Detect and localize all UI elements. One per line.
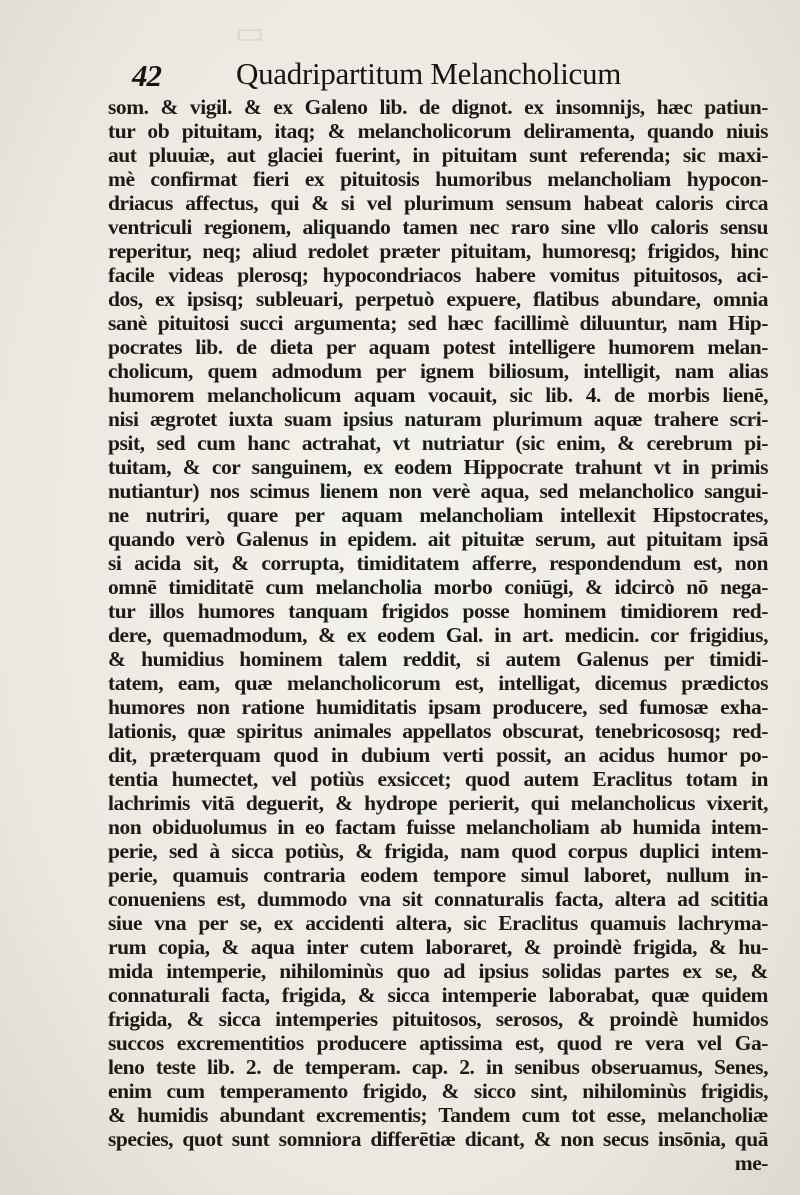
text-line: tentia humectet, vel potiùs exsiccet; quod autem Eraclitus totam in — [108, 767, 768, 791]
text-line: ne nutriri, quare per aquam melancholiam intellexit Hipstocrates, — [108, 503, 768, 527]
text-line: humorem melancholicum aquam vocauit, sic lib. 4. de morbis lienē, — [108, 383, 768, 407]
text-line: omnē timiditatē cum melancholia morbo coniūgi, & idcircò nō nega- — [108, 575, 768, 599]
text-line: facile videas plerosq; hypocondriacos habere vomitus pituitosos, aci- — [108, 263, 768, 287]
page-number: 42 — [132, 58, 161, 93]
text-line: perie, sed à sicca potiùs, & frigida, nam quod corpus duplici intem- — [108, 839, 768, 863]
text-line: tur ob pituitam, itaq; & melancholicorum deliramenta, quando niuis — [108, 119, 768, 143]
text-line: tuitam, & cor sanguinem, ex eodem Hippocrate trahunt vt in primis — [108, 455, 768, 479]
text-line: psit, sed cum hanc actrahat, vt nutriatur (sic enim, & cerebrum pi- — [108, 431, 768, 455]
text-line: succos excrementitios producere aptissima est, quod re vera vel Ga- — [108, 1031, 768, 1055]
text-line: dos, ex ipsisq; subleuari, perpetuò expuere, flatibus abundare, omnia — [108, 287, 768, 311]
page-header — [128, 56, 648, 96]
text-line: lachrimis vitā deguerit, & hydrope perierit, qui melancholicus vixerit, — [108, 791, 768, 815]
text-line: si acida sit, & corrupta, timiditatem afferre, respondendum est, non — [108, 551, 768, 575]
text-line: leno teste lib. 2. de temperam. cap. 2. in senibus obseruamus, Senes, — [108, 1055, 768, 1079]
text-line: frigida, & sicca intemperies pituitosos, serosos, & proindè humidos — [108, 1007, 768, 1031]
text-line: som. & vigil. & ex Galeno lib. de dignot. ex insomnijs, hæc patiun- — [108, 95, 768, 119]
text-line: ventriculi regionem, aliquando tamen nec raro sine vllo caloris sensu — [108, 215, 768, 239]
text-line: perie, quamuis contraria eodem tempore simul laboret, nullum in- — [108, 863, 768, 887]
text-line: driacus affectus, qui & si vel plurimum sensum habeat caloris circa — [108, 191, 768, 215]
show-through-bleed: ▭ — [235, 15, 265, 50]
text-line: aut pluuiæ, aut glaciei fuerint, in pituitam sunt referenda; sic maxi- — [108, 143, 768, 167]
text-line: mida intemperie, nihilominùs quo ad ipsius solidas partes ex se, & — [108, 959, 768, 983]
text-line: tatem, eam, quæ melancholicorum est, intelligat, dicemus prædictos — [108, 671, 768, 695]
text-line: tur illos humores tanquam frigidos posse hominem timidiorem red- — [108, 599, 768, 623]
text-line: humores non ratione humiditatis ipsam producere, sed fumosæ exha- — [108, 695, 768, 719]
text-line: nisi ægrotet iuxta suam ipsius naturam plurimum aquæ trahere scri- — [108, 407, 768, 431]
text-line: sanè pituitosi succi argumenta; sed hæc facillimè diluuntur, nam Hip- — [108, 311, 768, 335]
body-text — [108, 95, 768, 1175]
text-line: species, quot sunt somniora differētiæ dicant, & non secus insōnia, quā — [108, 1127, 768, 1151]
catchword: me- — [734, 1151, 768, 1175]
text-line: quando verò Galenus in epidem. ait pituitæ serum, aut pituitam ipsā — [108, 527, 768, 551]
text-line: dit, præterquam quod in dubium verti possit, an acidus humor po- — [108, 743, 768, 767]
text-line: pocrates lib. de dieta per aquam potest intelligere humorem melan- — [108, 335, 768, 359]
text-line: conueniens est, dummodo vna sit connaturalis facta, altera ad scititia — [108, 887, 768, 911]
text-line: connaturali facta, frigida, & sicca intemperie laborabat, quæ quidem — [108, 983, 768, 1007]
text-line: non obiduolumus in eo factam fuisse melancholiam ab humida intem- — [108, 815, 768, 839]
text-line: siue vna per se, ex accidenti altera, sic Eraclitus quamuis lachryma- — [108, 911, 768, 935]
text-line: & humidis abundant excrementis; Tandem cum tot esse, melancholiæ — [108, 1103, 768, 1127]
text-line: dere, quemadmodum, & ex eodem Gal. in art. medicin. cor frigidius, — [108, 623, 768, 647]
text-line: lationis, quæ spiritus animales appellatos obscurat, tenebricososq; red- — [108, 719, 768, 743]
text-line: reperitur, neq; aliud redolet præter pituitam, humoresq; frigidos, hinc — [108, 239, 768, 263]
text-line: & humidius hominem talem reddit, si autem Galenus per timidi- — [108, 647, 768, 671]
text-line: rum copia, & aqua inter cutem laboraret, & proindè frigida, & hu- — [108, 935, 768, 959]
running-title: Quadripartitum Melancholicum — [236, 56, 622, 91]
text-line: cholicum, quem admodum per ignem biliosum, intelligit, nam alias — [108, 359, 768, 383]
text-line: nutiantur) nos scimus lienem non verè aqua, sed melancholico sangui- — [108, 479, 768, 503]
text-line: enim cum temperamento frigido, & sicco sint, nihilominùs frigidis, — [108, 1079, 768, 1103]
text-line: mè confirmat fieri ex pituitosis humoribus melancholiam hypocon- — [108, 167, 768, 191]
